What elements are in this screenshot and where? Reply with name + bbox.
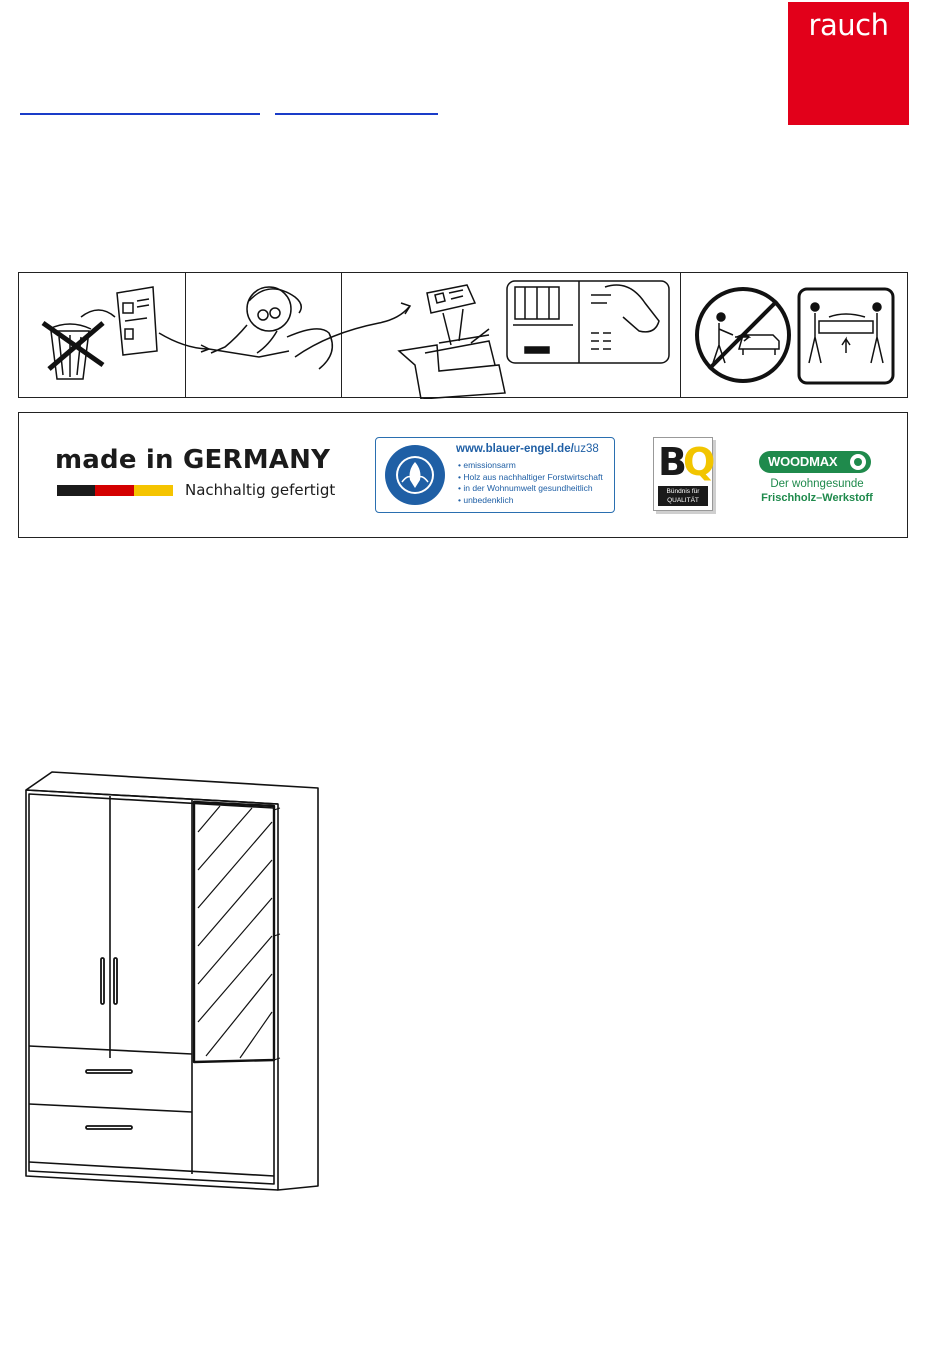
logo-text: rauch xyxy=(808,8,889,42)
criteria-item: • emissionsarm xyxy=(458,460,603,472)
bq-band-line2: QUALITÄT xyxy=(667,497,699,504)
criteria-item: • in der Wohnumwelt gesundheitlich xyxy=(458,483,603,495)
flag-black xyxy=(57,485,95,496)
blue-angel-url xyxy=(456,443,599,455)
blue-angel-badge xyxy=(375,437,615,513)
bq-letters xyxy=(658,442,711,482)
certification-strip xyxy=(18,412,908,538)
bq-letter-q: Q xyxy=(682,440,712,484)
bq-box xyxy=(653,437,713,511)
blue-angel-criteria xyxy=(458,460,603,506)
bq-band-line1: Bündnis für xyxy=(666,488,700,495)
woodmax-name: WOODMAX xyxy=(768,454,838,469)
blue-angel-url-code: uz38 xyxy=(573,443,599,455)
woodmax-badge xyxy=(757,451,877,511)
blue-angel-url-main: www.blauer-engel.de/ xyxy=(456,443,574,455)
instruction-pictogram-strip xyxy=(18,272,908,398)
header-link-1[interactable] xyxy=(20,113,260,115)
woodmax-dot-icon xyxy=(850,454,866,470)
woodmax-tagline: Der wohngesunde xyxy=(770,478,864,490)
keep-instructions-icon xyxy=(399,281,669,399)
criteria-item: • unbedenklich xyxy=(458,495,603,507)
bq-band xyxy=(658,486,708,506)
flag-red xyxy=(95,485,134,496)
wardrobe-illustration xyxy=(22,766,322,1196)
do-not-discard-instructions-icon xyxy=(43,287,209,379)
read-instructions-icon xyxy=(209,287,410,369)
header-link-2[interactable] xyxy=(275,113,438,115)
german-flag-bar xyxy=(57,485,173,496)
bq-quality-badge xyxy=(653,437,717,513)
made-in-germany-subtitle: Nachhaltig gefertigt xyxy=(185,481,336,499)
two-person-lift-icon xyxy=(697,289,893,383)
woodmax-material: Frischholz–Werkstoff xyxy=(761,492,873,504)
pictograms-drawing xyxy=(19,273,909,399)
mirror-hatching xyxy=(198,806,272,1058)
made-in-germany-title: made in GERMANY xyxy=(55,445,331,475)
rauch-logo xyxy=(788,2,909,125)
woodmax-pill xyxy=(759,451,871,473)
bq-letter-b: B xyxy=(658,440,683,484)
criteria-item: • Holz aus nachhaltiger Forstwirtschaft xyxy=(458,472,603,484)
blue-angel-seal-icon xyxy=(384,444,446,506)
flag-gold xyxy=(134,485,173,496)
